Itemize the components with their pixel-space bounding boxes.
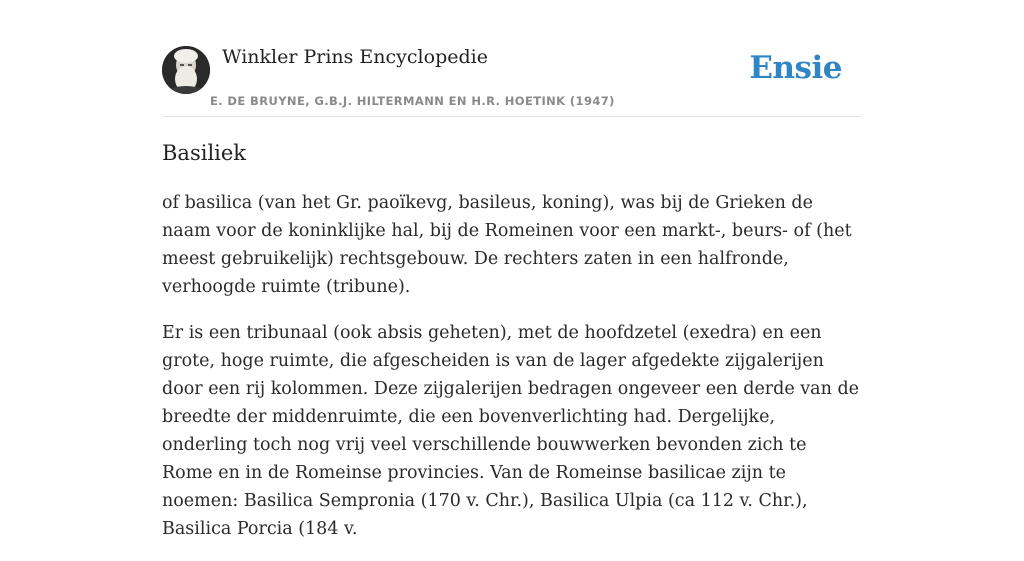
article-body [162, 189, 862, 543]
bearded-man-portrait-icon [162, 46, 210, 94]
ensie-logo-link[interactable]: Ensie [749, 50, 842, 86]
source-authors: E. DE BRUYNE, G.B.J. HILTERMANN EN H.R. HOETINK (1947) [210, 94, 615, 108]
page [162, 0, 862, 561]
article-paragraph: Er is een tribunaal (ook absis geheten), met de hoofdzetel (exedra) en een grote, hoge ruimte, die afgescheiden is van de lager afgedekte zijgalerijen door een rij kolommen. Deze zijgalerijen bedragen ongeveer een derde van de breedte der middenruimte, die een bovenverlichting had. Dergelijke, onderling toch nog vrij veel verschillende bouwwerken bevonden zich te Rome en in de Romeinse provincies. Van de Romeinse basilicae zijn te noemen: Basilica Sempronia (170 v. Chr.), Basilica Ulpia (ca 112 v. Chr.), Basilica Porcia (184 v. [162, 323, 860, 539]
author-avatar[interactable] [162, 46, 210, 94]
article-paragraph: of basilica (van het Gr. paoïkevg, basileus, koning), was bij de Grieken de naam voor de koninklijke hal, bij de Romeinen voor een markt-, beurs- of (het meest gebruikelijk) rechtsgebouw. De rechters zaten in een halfronde, verhoogde ruimte (tribune). [162, 193, 852, 297]
article-title: Basiliek [162, 141, 247, 165]
source-header [162, 0, 862, 117]
source-title[interactable]: Winkler Prins Encyclopedie [222, 46, 488, 68]
